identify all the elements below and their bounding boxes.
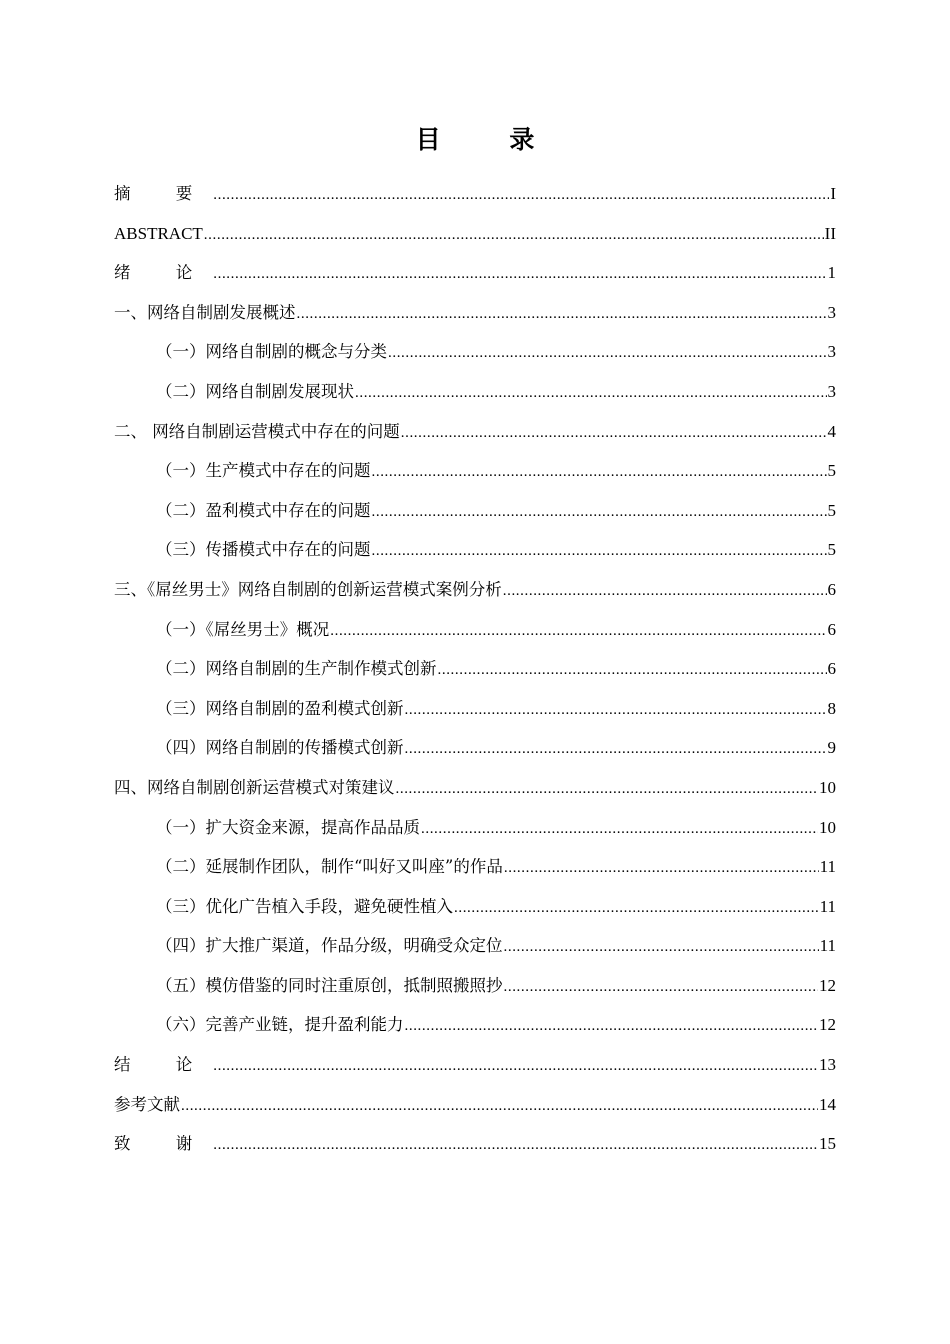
toc-dot-leader [401,414,827,454]
toc-entry-page-number: II [824,223,836,243]
toc-dot-leader [355,374,827,414]
toc-dot-leader [181,1087,818,1127]
toc-entry[interactable] [114,926,836,966]
toc-entry[interactable] [114,689,836,729]
toc-dot-leader [421,810,818,850]
toc-entry[interactable] [114,174,836,214]
toc-dot-leader [372,532,827,572]
toc-entry-page-number: 13 [819,1055,836,1075]
toc-entry[interactable] [114,966,836,1006]
toc-entry-label: （六）完善产业链，提升盈利能力 [156,1015,404,1035]
toc-entry[interactable] [114,610,836,650]
toc-entry-page-number: 14 [819,1094,836,1114]
toc-entry[interactable] [114,1124,836,1164]
toc-dot-leader [454,889,819,929]
toc-dot-leader [405,691,827,731]
toc-entry[interactable] [114,332,836,372]
toc-entry-page-number: 5 [827,461,836,481]
toc-entry[interactable] [114,808,836,848]
toc-entry-page-number: I [830,184,836,203]
toc-entry-page-number: 5 [827,500,836,520]
toc-dot-leader [438,651,827,691]
toc-entry-page-number: 15 [819,1134,836,1154]
toc-entry[interactable] [114,372,836,412]
toc-dot-leader [372,453,827,493]
toc-entry-label: （一）《屌丝男士》概况 [156,619,330,639]
toc-list [114,174,836,1164]
toc-entry-label: 四、网络自制剧创新运营模式对策建议 [114,777,395,797]
toc-entry-page-number: 11 [819,857,836,877]
toc-entry-page-number: 12 [819,1015,836,1035]
toc-entry-label: （二）网络自制剧发展现状 [156,381,354,401]
toc-entry-label: （四）扩大推广渠道，作品分级，明确受众定位 [156,936,503,956]
toc-entry[interactable] [114,847,836,887]
toc-dot-leader [213,176,829,216]
toc-entry-label: （三）传播模式中存在的问题 [156,540,371,560]
toc-dot-leader [388,334,827,374]
toc-entry-page-number: 3 [827,381,836,401]
toc-entry-label: ABSTRACT [114,223,203,243]
toc-entry-page-number: 3 [827,302,836,322]
toc-dot-leader [213,255,826,295]
toc-entry[interactable] [114,530,836,570]
toc-dot-leader [204,216,824,256]
toc-entry-page-number: 10 [819,817,836,837]
toc-entry-page-number: 6 [827,659,836,679]
toc-entry-page-number: 12 [819,975,836,995]
toc-entry-label: 三、《屌丝男士》网络自制剧的创新运营模式案例分析 [114,579,502,599]
toc-entry[interactable] [114,253,836,293]
toc-entry-page-number: 6 [827,579,836,599]
toc-entry-page-number: 5 [827,540,836,560]
toc-entry-page-number: 9 [827,738,836,758]
toc-dot-leader [372,493,827,533]
toc-entry[interactable] [114,649,836,689]
toc-entry-label: 摘 要 [114,184,213,203]
toc-entry-page-number: 4 [827,421,836,441]
toc-entry-label: 一、网络自制剧发展概述 [114,302,296,322]
toc-entry-page-number: 11 [819,936,836,956]
toc-entry[interactable] [114,451,836,491]
toc-entry-label: （三）网络自制剧的盈利模式创新 [156,698,404,718]
toc-dot-leader [504,968,819,1008]
toc-entry-label: 二、 网络自制剧运营模式中存在的问题 [114,421,400,441]
toc-dot-leader [405,730,827,770]
toc-entry-page-number: 11 [819,896,836,916]
toc-entry[interactable] [114,1005,836,1045]
toc-dot-leader [504,928,819,968]
toc-entry-label: （二）盈利模式中存在的问题 [156,500,371,520]
toc-entry[interactable] [114,570,836,610]
toc-entry[interactable] [114,1085,836,1125]
toc-entry-page-number: 6 [827,619,836,639]
toc-entry-label: （二）网络自制剧的生产制作模式创新 [156,659,437,679]
toc-entry-label: （一）扩大资金来源，提高作品品质 [156,817,420,837]
toc-entry-page-number: 10 [819,777,836,797]
toc-entry-page-number: 3 [827,342,836,362]
toc-entry[interactable] [114,412,836,452]
toc-entry[interactable] [114,491,836,531]
toc-entry-label: 绪 论 [114,263,213,283]
toc-entry-label: 参考文献 [114,1094,180,1114]
toc-entry[interactable] [114,1045,836,1085]
toc-entry-label: （二）延展制作团队，制作“叫好又叫座”的作品 [156,857,503,877]
toc-entry-label: （五）模仿借鉴的同时注重原创，抵制照搬照抄 [156,975,503,995]
toc-dot-leader [396,770,819,810]
toc-entry-label: （一）网络自制剧的概念与分类 [156,342,387,362]
toc-entry-page-number: 1 [827,263,836,283]
toc-dot-leader [503,572,827,612]
toc-entry[interactable] [114,214,836,254]
toc-dot-leader [213,1126,818,1166]
toc-entry-label: 致 谢 [114,1134,213,1154]
toc-entry-label: （三）优化广告植入手段，避免硬性植入 [156,896,453,916]
toc-entry-label: 结 论 [114,1055,213,1075]
toc-dot-leader [297,295,827,335]
toc-dot-leader [405,1007,819,1047]
toc-entry[interactable] [114,728,836,768]
toc-entry[interactable] [114,768,836,808]
toc-entry[interactable] [114,887,836,927]
toc-dot-leader [504,849,819,889]
toc-title: 目 录 [415,125,565,154]
toc-entry[interactable] [114,293,836,333]
toc-entry-label: （一）生产模式中存在的问题 [156,461,371,481]
toc-dot-leader [330,612,826,652]
toc-dot-leader [213,1047,818,1087]
toc-entry-page-number: 8 [827,698,836,718]
toc-entry-label: （四）网络自制剧的传播模式创新 [156,738,404,758]
